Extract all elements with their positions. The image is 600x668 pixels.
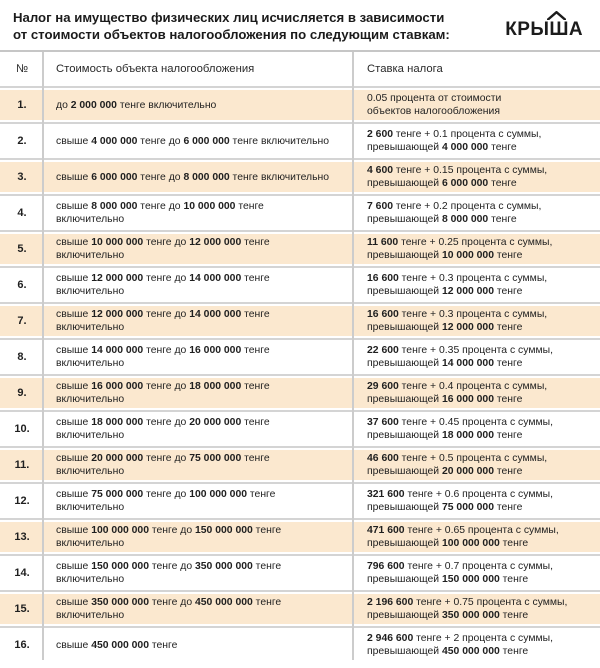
amount-text: 450 000 000	[441, 646, 500, 657]
row-number: 6.	[17, 278, 27, 291]
plain-text: превышающей	[367, 538, 442, 549]
plain-text: тенге	[499, 538, 529, 549]
plain-text: свыше	[56, 309, 92, 320]
amount-text: 321 600	[367, 489, 405, 500]
amount-text: 18 000 000	[441, 430, 494, 441]
table-row-band	[0, 198, 600, 228]
plain-text: тенге + 0.3 процента с суммы,	[398, 309, 548, 320]
plain-text: тенге до	[143, 381, 190, 392]
plain-text: превышающей	[367, 394, 442, 405]
table-row	[0, 374, 600, 408]
amount-text: 75 000 000	[441, 502, 494, 513]
amount-text: 350 000 000	[195, 561, 253, 572]
table-row	[0, 482, 600, 516]
plain-text: включительно	[56, 322, 125, 333]
row-number: 11.	[14, 458, 30, 471]
amount-text: 12 000 000	[441, 286, 494, 297]
plain-text: объектов налогообложения	[367, 106, 500, 117]
amount-text: 14 000 000	[441, 358, 494, 369]
row-value-cell	[44, 344, 352, 370]
plain-text: тенге + 0.1 процента с суммы,	[393, 129, 542, 140]
page-title-line1: Налог на имущество физических лиц исчисляется в зависимости	[13, 10, 445, 25]
amount-text: 150 000 000	[195, 525, 253, 536]
plain-text: превышающей	[367, 322, 442, 333]
table-header-row	[0, 52, 600, 86]
table-row-band	[0, 594, 600, 624]
amount-text: 75 000 000	[189, 453, 242, 464]
row-rate-cell	[352, 488, 600, 514]
plain-text: тенге + 0.7 процента с суммы,	[404, 561, 553, 572]
amount-text: 7 600	[367, 201, 394, 212]
table-row	[0, 446, 600, 480]
amount-text: 18 000 000	[189, 381, 242, 392]
row-rate-cell	[352, 164, 600, 190]
row-number: 16.	[14, 638, 30, 651]
plain-text: тенге	[241, 345, 270, 356]
plain-text: тенге до	[143, 273, 190, 284]
plain-text: тенге	[241, 417, 270, 428]
plain-text: тенге	[494, 250, 523, 261]
amount-text: 471 600	[367, 525, 405, 536]
table-row-band	[0, 486, 600, 516]
plain-text: тенге включительно	[229, 171, 330, 183]
amount-text: 16 600	[367, 309, 399, 320]
plain-text: тенге	[252, 561, 282, 572]
row-value-cell	[44, 308, 352, 334]
plain-text: тенге до	[143, 489, 190, 500]
plain-text: превышающей	[367, 250, 442, 261]
row-value-cell	[44, 596, 352, 622]
amount-text: 2 600	[367, 129, 394, 140]
column-header-number: №	[15, 63, 29, 75]
plain-text: тенге до	[148, 597, 195, 608]
amount-text: 2 946 600	[367, 633, 414, 644]
table-row	[0, 158, 600, 192]
plain-text: тенге до	[143, 237, 190, 248]
amount-text: 4 000 000	[441, 142, 489, 153]
amount-text: 16 000 000	[189, 345, 242, 356]
row-rate-cell	[352, 308, 600, 334]
amount-text: 46 600	[367, 453, 399, 464]
amount-text: 8 000 000	[183, 171, 230, 183]
row-value-cell	[44, 452, 352, 478]
plain-text: свыше	[56, 525, 92, 536]
plain-text: тенге до	[143, 345, 190, 356]
plain-text: тенге	[488, 178, 517, 189]
plain-text: включительно	[56, 394, 125, 405]
table-row-band	[0, 162, 600, 192]
amount-text: 450 000 000	[195, 597, 253, 608]
table-body	[0, 86, 600, 660]
amount-text: 16 000 000	[441, 394, 494, 405]
plain-text: тенге	[252, 597, 282, 608]
amount-text: 100 000 000	[441, 538, 500, 549]
amount-text: 796 600	[367, 561, 405, 572]
plain-text: тенге + 2 процента с суммы,	[413, 633, 553, 644]
amount-text: 6 000 000	[183, 135, 230, 147]
amount-text: 6 000 000	[441, 178, 489, 189]
amount-text: 18 000 000	[91, 417, 144, 428]
row-number: 12.	[14, 494, 30, 507]
plain-text: включительно	[56, 358, 125, 369]
column-divider-2	[352, 52, 354, 660]
table-row	[0, 86, 600, 120]
plain-text: превышающей	[367, 430, 442, 441]
plain-text: свыше	[56, 489, 92, 500]
row-number: 15.	[14, 602, 30, 615]
amount-text: 12 000 000	[91, 273, 144, 284]
row-number: 10.	[14, 422, 30, 435]
plain-text: тенге	[494, 394, 523, 405]
amount-text: 37 600	[367, 417, 399, 428]
table-row	[0, 626, 600, 660]
amount-text: 20 000 000	[189, 417, 242, 428]
amount-text: 10 000 000	[91, 237, 144, 248]
plain-text: включительно	[56, 610, 125, 621]
plain-text: свыше	[56, 135, 92, 147]
amount-text: 350 000 000	[91, 597, 149, 608]
plain-text: свыше	[56, 453, 92, 464]
plain-text: тенге включительно	[229, 135, 330, 147]
plain-text: тенге	[252, 525, 282, 536]
plain-text: тенге + 0.25 процента с суммы,	[398, 237, 553, 248]
row-rate-cell	[352, 416, 600, 442]
plain-text: превышающей	[367, 178, 442, 189]
plain-text: тенге	[494, 358, 523, 369]
plain-text: свыше	[56, 201, 92, 212]
amount-text: 14 000 000	[91, 345, 144, 356]
table-row	[0, 122, 600, 156]
row-number: 3.	[17, 170, 27, 183]
row-rate-cell	[352, 128, 600, 154]
amount-text: 100 000 000	[189, 489, 248, 500]
plain-text: тенге + 0.15 процента с суммы,	[393, 165, 548, 176]
plain-text: тенге + 0.3 процента с суммы,	[398, 273, 548, 284]
table-row	[0, 230, 600, 264]
plain-text: свыше	[56, 639, 92, 651]
row-number: 2.	[17, 134, 27, 147]
amount-text: 2 000 000	[70, 99, 117, 111]
table-row-band	[0, 306, 600, 336]
table-row-band	[0, 630, 600, 660]
row-number: 9.	[17, 386, 27, 399]
logo-text-roofed: Ш	[549, 19, 569, 40]
plain-text: тенге до	[143, 417, 190, 428]
row-value-cell	[44, 380, 352, 406]
table-row	[0, 302, 600, 336]
row-number: 1.	[17, 98, 27, 111]
column-header-value: Стоимость объекта налогообложения	[56, 63, 255, 75]
amount-text: 75 000 000	[91, 489, 144, 500]
plain-text: превышающей	[367, 286, 442, 297]
table-row	[0, 518, 600, 552]
plain-text: включительно	[56, 502, 125, 513]
plain-text: до	[56, 99, 71, 111]
row-rate-cell	[352, 632, 600, 658]
plain-text: тенге	[241, 237, 270, 248]
page-title	[13, 9, 450, 43]
plain-text: тенге	[235, 201, 264, 212]
row-value-cell	[44, 488, 352, 514]
plain-text: свыше	[56, 417, 92, 428]
row-value-cell	[44, 236, 352, 262]
row-value-cell	[44, 272, 352, 298]
amount-text: 10 000 000	[441, 250, 494, 261]
row-value-cell	[44, 560, 352, 586]
plain-text: тенге до	[137, 135, 184, 147]
row-rate-cell	[352, 92, 600, 118]
plain-text: включительно	[56, 214, 125, 225]
row-value-cell	[44, 524, 352, 550]
amount-text: 4 000 000	[91, 135, 138, 147]
plain-text: тенге + 0.4 процента с суммы,	[398, 381, 548, 392]
row-rate-cell	[352, 596, 600, 622]
plain-text: тенге	[241, 309, 270, 320]
plain-text: тенге	[499, 610, 529, 621]
amount-text: 20 000 000	[441, 466, 494, 477]
logo-roofed-letter-wrap	[549, 19, 569, 41]
table-row	[0, 194, 600, 228]
amount-text: 16 600	[367, 273, 399, 284]
plain-text: тенге включительно	[116, 99, 217, 111]
amount-text: 4 600	[367, 165, 394, 176]
krysha-logo	[505, 9, 583, 41]
row-rate-cell	[352, 380, 600, 406]
amount-text: 350 000 000	[441, 610, 500, 621]
plain-text: тенге	[494, 286, 523, 297]
row-rate-cell	[352, 272, 600, 298]
plain-text: превышающей	[367, 142, 442, 153]
amount-text: 150 000 000	[441, 574, 500, 585]
amount-text: 14 000 000	[189, 309, 242, 320]
row-value-cell	[44, 171, 352, 184]
amount-text: 12 000 000	[441, 322, 494, 333]
logo-text-post: А	[568, 19, 583, 40]
plain-text: тенге + 0.2 процента с суммы,	[393, 201, 542, 212]
amount-text: 14 000 000	[189, 273, 242, 284]
row-value-cell	[44, 639, 352, 652]
row-value-cell	[44, 135, 352, 148]
plain-text: тенге	[494, 502, 523, 513]
table-row-band	[0, 270, 600, 300]
plain-text: свыше	[56, 237, 92, 248]
row-value-cell	[44, 416, 352, 442]
row-number: 13.	[14, 530, 30, 543]
amount-text: 8 000 000	[441, 214, 489, 225]
row-rate-cell	[352, 560, 600, 586]
amount-text: 100 000 000	[91, 525, 149, 536]
table-row-band	[0, 90, 600, 120]
amount-text: 11 600	[367, 237, 399, 248]
plain-text: тенге + 0.6 процента с суммы,	[404, 489, 553, 500]
logo-text-pre: КРЫ	[505, 19, 550, 40]
plain-text: свыше	[56, 561, 92, 572]
table-row	[0, 410, 600, 444]
table-row-band	[0, 378, 600, 408]
plain-text: тенге до	[143, 453, 190, 464]
plain-text: тенге + 0.75 процента с суммы,	[413, 597, 568, 608]
row-value-cell	[44, 99, 352, 112]
plain-text: превышающей	[367, 214, 442, 225]
plain-text: тенге до	[148, 525, 195, 536]
column-divider-1	[42, 52, 44, 660]
amount-text: 450 000 000	[91, 639, 149, 651]
row-rate-cell	[352, 200, 600, 226]
row-number: 8.	[17, 350, 27, 363]
plain-text: превышающей	[367, 502, 442, 513]
plain-text: превышающей	[367, 610, 442, 621]
plain-text: свыше	[56, 273, 92, 284]
amount-text: 22 600	[367, 345, 399, 356]
plain-text: тенге	[499, 574, 529, 585]
amount-text: 150 000 000	[91, 561, 149, 572]
plain-text: тенге + 0.65 процента с суммы,	[404, 525, 559, 536]
plain-text: тенге до	[143, 309, 190, 320]
plain-text: свыше	[56, 597, 92, 608]
table-row-band	[0, 450, 600, 480]
row-number: 4.	[17, 206, 27, 219]
plain-text: тенге	[148, 639, 178, 651]
plain-text: тенге	[241, 453, 270, 464]
plain-text: тенге	[241, 273, 270, 284]
plain-text: тенге	[488, 214, 517, 225]
column-header-rate: Ставка налога	[367, 63, 443, 75]
row-rate-cell	[352, 524, 600, 550]
plain-text: тенге до	[137, 201, 184, 212]
table-row	[0, 554, 600, 588]
plain-text: превышающей	[367, 574, 442, 585]
table-row-band	[0, 342, 600, 372]
plain-text: тенге	[494, 322, 523, 333]
amount-text: 8 000 000	[91, 201, 138, 212]
amount-text: 6 000 000	[91, 171, 138, 183]
plain-text: включительно	[56, 538, 125, 549]
plain-text: включительно	[56, 574, 125, 585]
plain-text: превышающей	[367, 466, 442, 477]
page-title-line2: от стоимости объектов налогообложения по следующим ставкам:	[13, 27, 450, 42]
plain-text: тенге до	[148, 561, 195, 572]
plain-text: тенге	[494, 430, 523, 441]
amount-text: 10 000 000	[183, 201, 236, 212]
amount-text: 20 000 000	[91, 453, 144, 464]
plain-text: свыше	[56, 345, 92, 356]
plain-text: тенге	[488, 142, 517, 153]
plain-text: тенге + 0.5 процента с суммы,	[398, 453, 548, 464]
plain-text: превышающей	[367, 358, 442, 369]
plain-text: включительно	[56, 466, 125, 477]
amount-text: 2 196 600	[367, 597, 414, 608]
plain-text: тенге	[494, 466, 523, 477]
plain-text: включительно	[56, 430, 125, 441]
plain-text: включительно	[56, 250, 125, 261]
table-row-band	[0, 234, 600, 264]
table-row	[0, 590, 600, 624]
amount-text: 29 600	[367, 381, 399, 392]
row-rate-cell	[352, 344, 600, 370]
plain-text: превышающей	[367, 646, 442, 657]
plain-text: тенге до	[137, 171, 184, 183]
row-number: 7.	[17, 314, 27, 327]
row-rate-cell	[352, 452, 600, 478]
roof-icon	[547, 11, 566, 20]
table-row	[0, 338, 600, 372]
plain-text: тенге + 0.45 процента с суммы,	[398, 417, 553, 428]
table-row-band	[0, 126, 600, 156]
row-number: 14.	[14, 566, 30, 579]
plain-text: тенге	[247, 489, 276, 500]
row-rate-cell	[352, 236, 600, 262]
plain-text: тенге	[499, 646, 529, 657]
amount-text: 12 000 000	[91, 309, 144, 320]
header	[0, 0, 600, 43]
plain-text: свыше	[56, 171, 92, 183]
plain-text: включительно	[56, 286, 125, 297]
plain-text: свыше	[56, 381, 92, 392]
table-row	[0, 266, 600, 300]
amount-text: 12 000 000	[189, 237, 242, 248]
row-value-cell	[44, 200, 352, 226]
plain-text: 0.05 процента от стоимости	[367, 93, 502, 104]
tax-rate-table	[0, 50, 600, 660]
row-number: 5.	[17, 242, 27, 255]
plain-text: тенге	[241, 381, 270, 392]
amount-text: 16 000 000	[91, 381, 144, 392]
table-row-band	[0, 414, 600, 444]
table-row-band	[0, 558, 600, 588]
table-row-band	[0, 522, 600, 552]
plain-text: тенге + 0.35 процента с суммы,	[398, 345, 553, 356]
